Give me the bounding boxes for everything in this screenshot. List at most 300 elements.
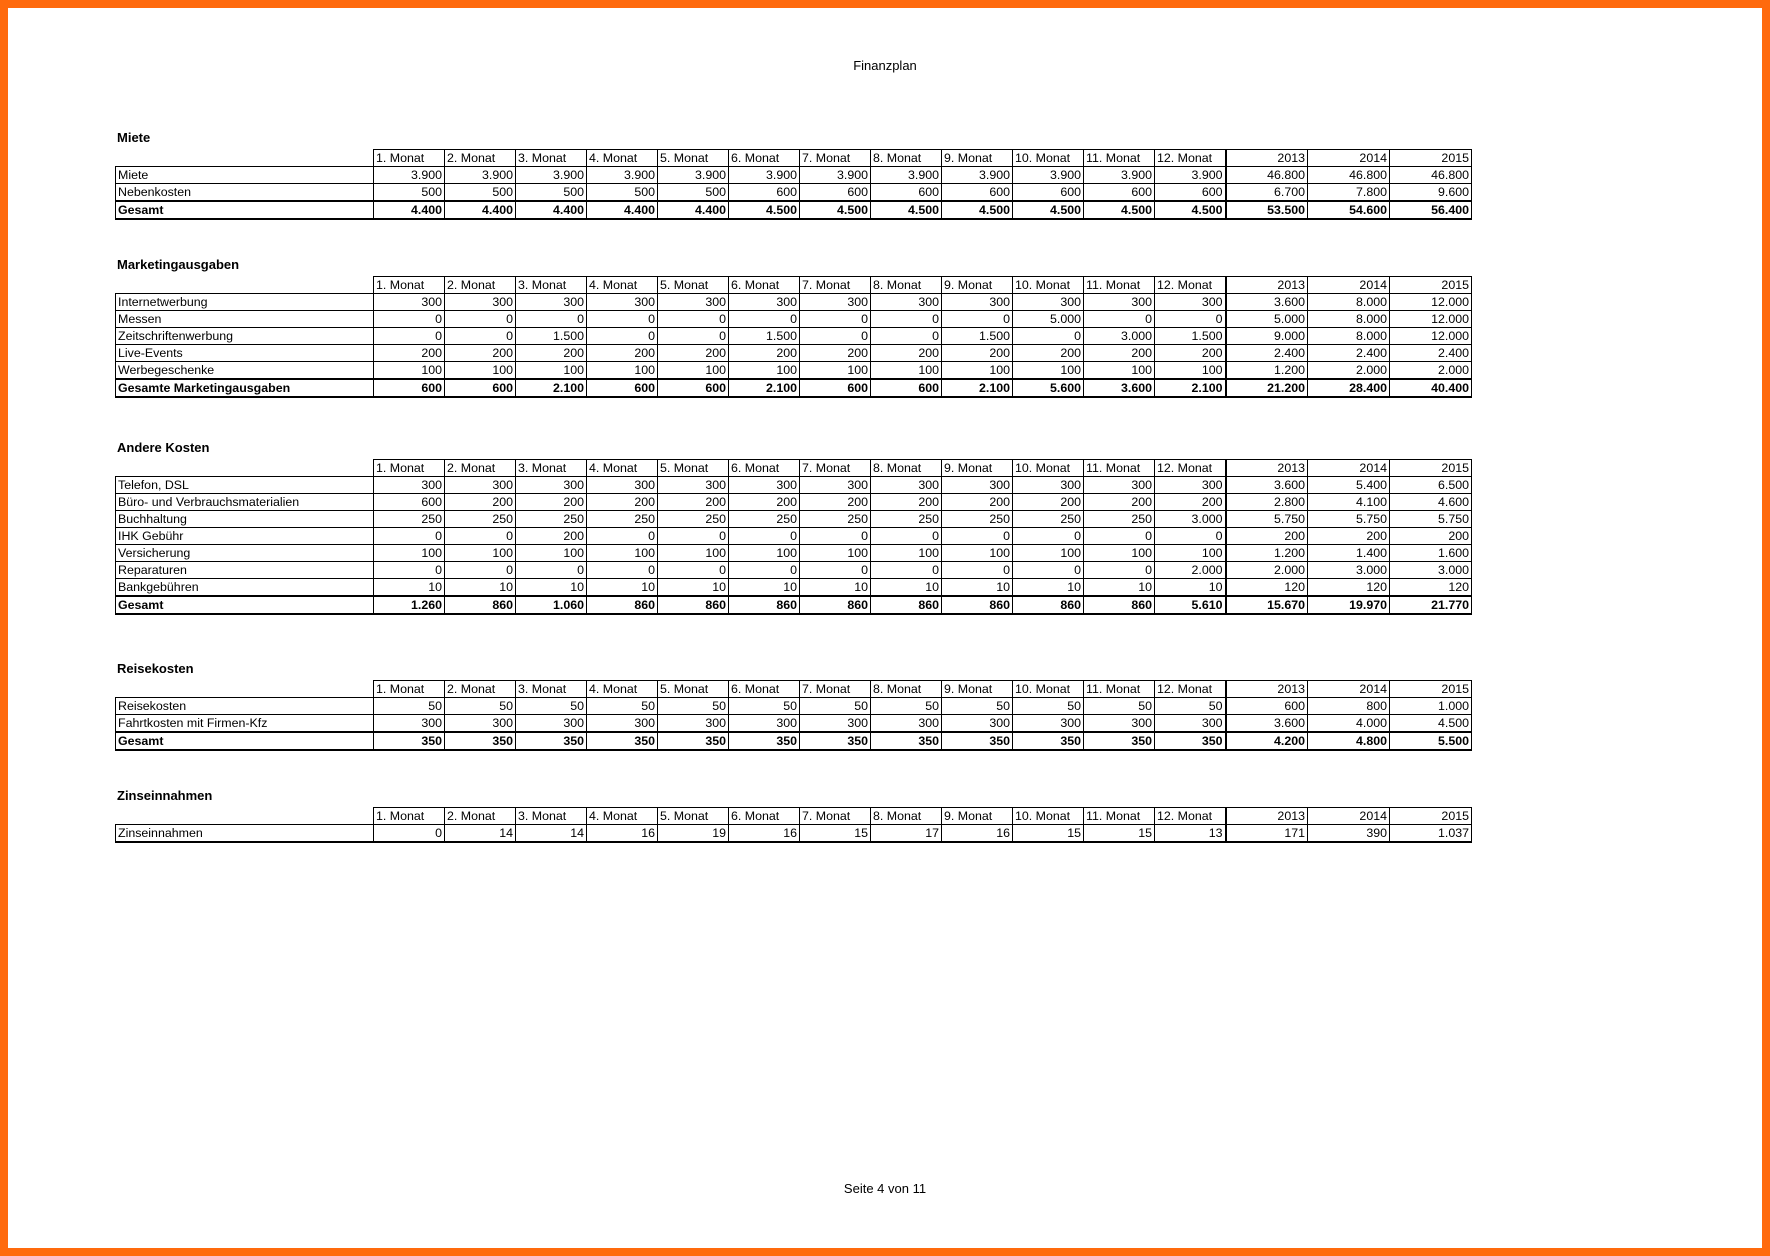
year-value-cell: 2.000 xyxy=(1390,362,1472,380)
month-header: 6. Monat xyxy=(729,808,800,825)
month-value-cell: 100 xyxy=(374,362,445,380)
data-table xyxy=(115,149,1472,220)
month-value-cell: 10 xyxy=(516,579,587,597)
month-value-cell: 200 xyxy=(1155,345,1226,362)
header-row xyxy=(116,460,1472,477)
month-value-cell: 1.060 xyxy=(516,596,587,614)
month-header: 8. Monat xyxy=(871,460,942,477)
month-value-cell: 350 xyxy=(1084,732,1155,750)
month-value-cell: 50 xyxy=(374,698,445,715)
month-value-cell: 300 xyxy=(942,477,1013,494)
month-value-cell: 300 xyxy=(942,715,1013,733)
month-value-cell: 0 xyxy=(445,328,516,345)
year-value-cell: 4.200 xyxy=(1226,732,1308,750)
row-label-fahrtkosten-mit-firmen-kfz: Fahrtkosten mit Firmen-Kfz xyxy=(116,715,374,733)
month-value-cell: 860 xyxy=(658,596,729,614)
month-value-cell: 300 xyxy=(1013,477,1084,494)
month-value-cell: 350 xyxy=(516,732,587,750)
month-header: 6. Monat xyxy=(729,460,800,477)
table-row xyxy=(116,311,1472,328)
month-value-cell: 0 xyxy=(516,562,587,579)
month-value-cell: 100 xyxy=(516,545,587,562)
month-value-cell: 50 xyxy=(1013,698,1084,715)
month-value-cell: 50 xyxy=(658,698,729,715)
year-value-cell: 1.000 xyxy=(1390,698,1472,715)
year-header: 2014 xyxy=(1308,808,1390,825)
month-value-cell: 300 xyxy=(729,715,800,733)
month-value-cell: 350 xyxy=(658,732,729,750)
month-value-cell: 50 xyxy=(729,698,800,715)
month-value-cell: 3.900 xyxy=(445,167,516,184)
year-value-cell: 200 xyxy=(1390,528,1472,545)
year-value-cell: 46.800 xyxy=(1226,167,1308,184)
month-value-cell: 200 xyxy=(1013,494,1084,511)
year-value-cell: 171 xyxy=(1226,825,1308,843)
month-value-cell: 300 xyxy=(374,715,445,733)
month-value-cell: 10 xyxy=(729,579,800,597)
month-value-cell: 0 xyxy=(445,562,516,579)
month-value-cell: 200 xyxy=(658,494,729,511)
month-value-cell: 0 xyxy=(374,528,445,545)
month-header: 10. Monat xyxy=(1013,277,1084,294)
year-value-cell: 54.600 xyxy=(1308,201,1390,219)
month-header: 7. Monat xyxy=(800,808,871,825)
month-value-cell: 3.900 xyxy=(729,167,800,184)
month-value-cell: 100 xyxy=(1013,545,1084,562)
month-value-cell: 860 xyxy=(729,596,800,614)
month-value-cell: 100 xyxy=(1155,362,1226,380)
month-value-cell: 600 xyxy=(1155,184,1226,202)
month-value-cell: 4.400 xyxy=(658,201,729,219)
document-title: Finanzplan xyxy=(853,58,917,73)
month-value-cell: 50 xyxy=(871,698,942,715)
month-value-cell: 3.900 xyxy=(516,167,587,184)
month-value-cell: 0 xyxy=(374,825,445,843)
month-value-cell: 10 xyxy=(587,579,658,597)
month-value-cell: 600 xyxy=(729,184,800,202)
month-value-cell: 300 xyxy=(516,715,587,733)
month-value-cell: 50 xyxy=(800,698,871,715)
month-value-cell: 100 xyxy=(871,545,942,562)
year-value-cell: 5.000 xyxy=(1226,311,1308,328)
month-value-cell: 300 xyxy=(871,715,942,733)
month-header: 11. Monat xyxy=(1084,808,1155,825)
year-value-cell: 21.770 xyxy=(1390,596,1472,614)
month-value-cell: 0 xyxy=(658,328,729,345)
year-value-cell: 5.400 xyxy=(1308,477,1390,494)
year-value-cell: 12.000 xyxy=(1390,294,1472,311)
row-label-bankgebühren: Bankgebühren xyxy=(116,579,374,597)
month-value-cell: 2.100 xyxy=(1155,379,1226,397)
month-value-cell: 4.400 xyxy=(445,201,516,219)
year-value-cell: 12.000 xyxy=(1390,311,1472,328)
year-value-cell: 120 xyxy=(1390,579,1472,597)
month-header: 3. Monat xyxy=(516,277,587,294)
month-header: 7. Monat xyxy=(800,150,871,167)
month-value-cell: 300 xyxy=(445,477,516,494)
month-value-cell: 0 xyxy=(729,528,800,545)
year-value-cell: 28.400 xyxy=(1308,379,1390,397)
month-value-cell: 200 xyxy=(587,345,658,362)
month-value-cell: 4.500 xyxy=(729,201,800,219)
table-row xyxy=(116,825,1472,843)
month-value-cell: 600 xyxy=(871,184,942,202)
month-value-cell: 350 xyxy=(871,732,942,750)
year-header: 2013 xyxy=(1226,277,1308,294)
year-value-cell: 200 xyxy=(1226,528,1308,545)
month-value-cell: 5.600 xyxy=(1013,379,1084,397)
month-value-cell: 300 xyxy=(1155,477,1226,494)
table-row xyxy=(116,511,1472,528)
table-row xyxy=(116,328,1472,345)
month-value-cell: 3.900 xyxy=(942,167,1013,184)
month-value-cell: 200 xyxy=(587,494,658,511)
year-value-cell: 600 xyxy=(1226,698,1308,715)
month-value-cell: 200 xyxy=(942,494,1013,511)
month-value-cell: 300 xyxy=(374,294,445,311)
month-value-cell: 200 xyxy=(445,345,516,362)
section-marketingausgaben xyxy=(115,255,1472,398)
month-value-cell: 0 xyxy=(1155,528,1226,545)
month-value-cell: 14 xyxy=(516,825,587,843)
month-value-cell: 100 xyxy=(871,362,942,380)
table-row xyxy=(116,362,1472,380)
row-label-versicherung: Versicherung xyxy=(116,545,374,562)
month-value-cell: 250 xyxy=(729,511,800,528)
month-value-cell: 250 xyxy=(800,511,871,528)
month-header: 2. Monat xyxy=(445,681,516,698)
row-label-ihk-gebühr: IHK Gebühr xyxy=(116,528,374,545)
month-value-cell: 17 xyxy=(871,825,942,843)
month-header: 3. Monat xyxy=(516,460,587,477)
month-value-cell: 15 xyxy=(800,825,871,843)
month-header: 2. Monat xyxy=(445,277,516,294)
month-value-cell: 10 xyxy=(871,579,942,597)
month-value-cell: 0 xyxy=(658,311,729,328)
month-value-cell: 100 xyxy=(516,362,587,380)
month-value-cell: 0 xyxy=(729,311,800,328)
table-row xyxy=(116,715,1472,733)
month-value-cell: 500 xyxy=(587,184,658,202)
month-value-cell: 0 xyxy=(1084,562,1155,579)
month-value-cell: 0 xyxy=(587,562,658,579)
month-value-cell: 860 xyxy=(1013,596,1084,614)
month-value-cell: 0 xyxy=(942,562,1013,579)
month-value-cell: 13 xyxy=(1155,825,1226,843)
total-row xyxy=(116,379,1472,397)
month-value-cell: 100 xyxy=(942,362,1013,380)
month-value-cell: 3.900 xyxy=(1155,167,1226,184)
year-header: 2015 xyxy=(1390,277,1472,294)
month-header: 11. Monat xyxy=(1084,150,1155,167)
year-value-cell: 9.000 xyxy=(1226,328,1308,345)
month-value-cell: 250 xyxy=(1084,511,1155,528)
section-title: Miete xyxy=(117,130,151,145)
month-value-cell: 5.610 xyxy=(1155,596,1226,614)
month-value-cell: 0 xyxy=(587,328,658,345)
month-value-cell: 860 xyxy=(871,596,942,614)
month-value-cell: 200 xyxy=(942,345,1013,362)
month-value-cell: 15 xyxy=(1084,825,1155,843)
month-header: 5. Monat xyxy=(658,150,729,167)
month-value-cell: 0 xyxy=(942,528,1013,545)
month-header: 5. Monat xyxy=(658,808,729,825)
month-value-cell: 860 xyxy=(445,596,516,614)
month-value-cell: 200 xyxy=(374,345,445,362)
table-row xyxy=(116,562,1472,579)
month-value-cell: 200 xyxy=(871,494,942,511)
month-header: 10. Monat xyxy=(1013,808,1084,825)
year-header: 2013 xyxy=(1226,150,1308,167)
year-value-cell: 8.000 xyxy=(1308,294,1390,311)
table-row xyxy=(116,579,1472,597)
month-header: 11. Monat xyxy=(1084,681,1155,698)
year-header: 2013 xyxy=(1226,808,1308,825)
header-blank xyxy=(116,808,374,825)
month-header: 8. Monat xyxy=(871,277,942,294)
year-value-cell: 1.037 xyxy=(1390,825,1472,843)
section-andere-kosten xyxy=(115,438,1472,615)
year-value-cell: 2.400 xyxy=(1390,345,1472,362)
year-value-cell: 5.750 xyxy=(1226,511,1308,528)
table-row xyxy=(116,294,1472,311)
month-value-cell: 4.500 xyxy=(1155,201,1226,219)
month-value-cell: 200 xyxy=(729,494,800,511)
month-value-cell: 16 xyxy=(942,825,1013,843)
month-value-cell: 0 xyxy=(800,562,871,579)
month-value-cell: 3.000 xyxy=(1155,511,1226,528)
month-value-cell: 300 xyxy=(800,294,871,311)
month-value-cell: 200 xyxy=(1084,494,1155,511)
month-header: 3. Monat xyxy=(516,681,587,698)
month-header: 12. Monat xyxy=(1155,150,1226,167)
month-value-cell: 100 xyxy=(658,362,729,380)
month-header: 7. Monat xyxy=(800,277,871,294)
year-value-cell: 4.500 xyxy=(1390,715,1472,733)
month-value-cell: 300 xyxy=(587,294,658,311)
month-header: 9. Monat xyxy=(942,460,1013,477)
month-value-cell: 1.500 xyxy=(729,328,800,345)
row-label-werbegeschenke: Werbegeschenke xyxy=(116,362,374,380)
month-header: 1. Monat xyxy=(374,277,445,294)
month-value-cell: 0 xyxy=(871,562,942,579)
table-row xyxy=(116,345,1472,362)
year-value-cell: 1.600 xyxy=(1390,545,1472,562)
month-header: 12. Monat xyxy=(1155,460,1226,477)
month-value-cell: 100 xyxy=(445,545,516,562)
month-value-cell: 300 xyxy=(1155,715,1226,733)
month-value-cell: 10 xyxy=(1155,579,1226,597)
section-zinseinnahmen xyxy=(115,786,1472,843)
month-value-cell: 600 xyxy=(587,379,658,397)
header-row xyxy=(116,277,1472,294)
month-value-cell: 1.260 xyxy=(374,596,445,614)
month-header: 12. Monat xyxy=(1155,681,1226,698)
month-value-cell: 250 xyxy=(658,511,729,528)
section-title: Marketingausgaben xyxy=(117,257,240,272)
row-label-live-events: Live-Events xyxy=(116,345,374,362)
month-value-cell: 500 xyxy=(374,184,445,202)
month-value-cell: 250 xyxy=(1013,511,1084,528)
month-header: 4. Monat xyxy=(587,808,658,825)
month-header: 8. Monat xyxy=(871,150,942,167)
month-value-cell: 300 xyxy=(871,294,942,311)
year-value-cell: 120 xyxy=(1226,579,1308,597)
month-value-cell: 300 xyxy=(729,294,800,311)
year-value-cell: 3.600 xyxy=(1226,715,1308,733)
month-value-cell: 0 xyxy=(942,311,1013,328)
month-header: 2. Monat xyxy=(445,460,516,477)
year-value-cell: 2.400 xyxy=(1308,345,1390,362)
year-value-cell: 5.750 xyxy=(1390,511,1472,528)
month-value-cell: 300 xyxy=(445,294,516,311)
year-value-cell: 21.200 xyxy=(1226,379,1308,397)
month-value-cell: 4.500 xyxy=(942,201,1013,219)
year-value-cell: 5.750 xyxy=(1308,511,1390,528)
month-value-cell: 600 xyxy=(942,184,1013,202)
month-value-cell: 350 xyxy=(1013,732,1084,750)
year-header: 2015 xyxy=(1390,681,1472,698)
year-value-cell: 8.000 xyxy=(1308,328,1390,345)
total-row xyxy=(116,596,1472,614)
data-table xyxy=(115,459,1472,615)
table-row xyxy=(116,167,1472,184)
year-value-cell: 2.400 xyxy=(1226,345,1308,362)
year-header: 2015 xyxy=(1390,150,1472,167)
month-value-cell: 100 xyxy=(729,362,800,380)
year-value-cell: 120 xyxy=(1308,579,1390,597)
year-value-cell: 9.600 xyxy=(1390,184,1472,202)
month-value-cell: 300 xyxy=(658,294,729,311)
year-value-cell: 4.100 xyxy=(1308,494,1390,511)
month-value-cell: 1.500 xyxy=(516,328,587,345)
year-value-cell: 15.670 xyxy=(1226,596,1308,614)
month-value-cell: 200 xyxy=(729,345,800,362)
month-header: 11. Monat xyxy=(1084,460,1155,477)
month-value-cell: 3.900 xyxy=(374,167,445,184)
header-blank xyxy=(116,150,374,167)
month-value-cell: 100 xyxy=(1155,545,1226,562)
month-value-cell: 300 xyxy=(516,294,587,311)
month-value-cell: 350 xyxy=(445,732,516,750)
year-header: 2015 xyxy=(1390,808,1472,825)
month-value-cell: 250 xyxy=(445,511,516,528)
month-value-cell: 300 xyxy=(1013,715,1084,733)
table-row xyxy=(116,477,1472,494)
month-value-cell: 3.600 xyxy=(1084,379,1155,397)
month-value-cell: 100 xyxy=(374,545,445,562)
month-header: 7. Monat xyxy=(800,460,871,477)
year-value-cell: 46.800 xyxy=(1308,167,1390,184)
total-row xyxy=(116,732,1472,750)
month-value-cell: 200 xyxy=(1013,345,1084,362)
month-value-cell: 0 xyxy=(445,528,516,545)
month-value-cell: 0 xyxy=(1084,311,1155,328)
month-header: 3. Monat xyxy=(516,150,587,167)
month-value-cell: 3.900 xyxy=(658,167,729,184)
month-value-cell: 4.400 xyxy=(374,201,445,219)
month-value-cell: 300 xyxy=(1084,477,1155,494)
row-label-gesamt: Gesamt xyxy=(116,596,374,614)
month-value-cell: 0 xyxy=(729,562,800,579)
month-value-cell: 100 xyxy=(587,545,658,562)
month-header: 6. Monat xyxy=(729,277,800,294)
section-miete xyxy=(115,128,1472,220)
row-label-gesamt: Gesamt xyxy=(116,201,374,219)
month-value-cell: 350 xyxy=(1155,732,1226,750)
month-header: 12. Monat xyxy=(1155,277,1226,294)
month-value-cell: 1.500 xyxy=(942,328,1013,345)
month-value-cell: 600 xyxy=(1013,184,1084,202)
year-value-cell: 2.000 xyxy=(1226,562,1308,579)
month-value-cell: 0 xyxy=(374,328,445,345)
month-header: 6. Monat xyxy=(729,681,800,698)
year-value-cell: 19.970 xyxy=(1308,596,1390,614)
month-header: 1. Monat xyxy=(374,150,445,167)
month-value-cell: 860 xyxy=(800,596,871,614)
month-value-cell: 3.000 xyxy=(1084,328,1155,345)
month-value-cell: 300 xyxy=(445,715,516,733)
month-value-cell: 10 xyxy=(1084,579,1155,597)
month-header: 10. Monat xyxy=(1013,460,1084,477)
month-value-cell: 10 xyxy=(374,579,445,597)
month-value-cell: 350 xyxy=(800,732,871,750)
month-value-cell: 3.900 xyxy=(800,167,871,184)
month-header: 12. Monat xyxy=(1155,808,1226,825)
month-header: 8. Monat xyxy=(871,808,942,825)
data-table xyxy=(115,807,1472,843)
month-value-cell: 0 xyxy=(871,311,942,328)
header-row xyxy=(116,681,1472,698)
section-title: Reisekosten xyxy=(117,661,194,676)
table-row xyxy=(116,184,1472,202)
month-value-cell: 300 xyxy=(800,477,871,494)
row-label-zinseinnahmen: Zinseinnahmen xyxy=(116,825,374,843)
month-value-cell: 0 xyxy=(1155,311,1226,328)
month-value-cell: 200 xyxy=(1084,345,1155,362)
month-value-cell: 4.500 xyxy=(1013,201,1084,219)
month-value-cell: 250 xyxy=(516,511,587,528)
year-value-cell: 4.000 xyxy=(1308,715,1390,733)
month-value-cell: 300 xyxy=(1155,294,1226,311)
month-value-cell: 600 xyxy=(658,379,729,397)
month-value-cell: 100 xyxy=(1013,362,1084,380)
month-value-cell: 0 xyxy=(1013,562,1084,579)
month-value-cell: 500 xyxy=(516,184,587,202)
month-value-cell: 860 xyxy=(587,596,658,614)
year-value-cell: 1.200 xyxy=(1226,362,1308,380)
month-value-cell: 0 xyxy=(587,311,658,328)
month-value-cell: 300 xyxy=(1084,715,1155,733)
year-value-cell: 3.000 xyxy=(1308,562,1390,579)
row-label-gesamt: Gesamt xyxy=(116,732,374,750)
month-header: 4. Monat xyxy=(587,681,658,698)
year-value-cell: 4.800 xyxy=(1308,732,1390,750)
section-reisekosten xyxy=(115,659,1472,751)
month-value-cell: 4.500 xyxy=(1084,201,1155,219)
month-value-cell: 350 xyxy=(374,732,445,750)
section-title: Zinseinnahmen xyxy=(117,788,213,803)
month-value-cell: 50 xyxy=(516,698,587,715)
month-value-cell: 600 xyxy=(871,379,942,397)
month-value-cell: 300 xyxy=(516,477,587,494)
month-value-cell: 50 xyxy=(445,698,516,715)
month-value-cell: 300 xyxy=(658,715,729,733)
month-value-cell: 0 xyxy=(374,562,445,579)
year-value-cell: 53.500 xyxy=(1226,201,1308,219)
month-value-cell: 200 xyxy=(516,494,587,511)
month-header: 9. Monat xyxy=(942,808,1013,825)
